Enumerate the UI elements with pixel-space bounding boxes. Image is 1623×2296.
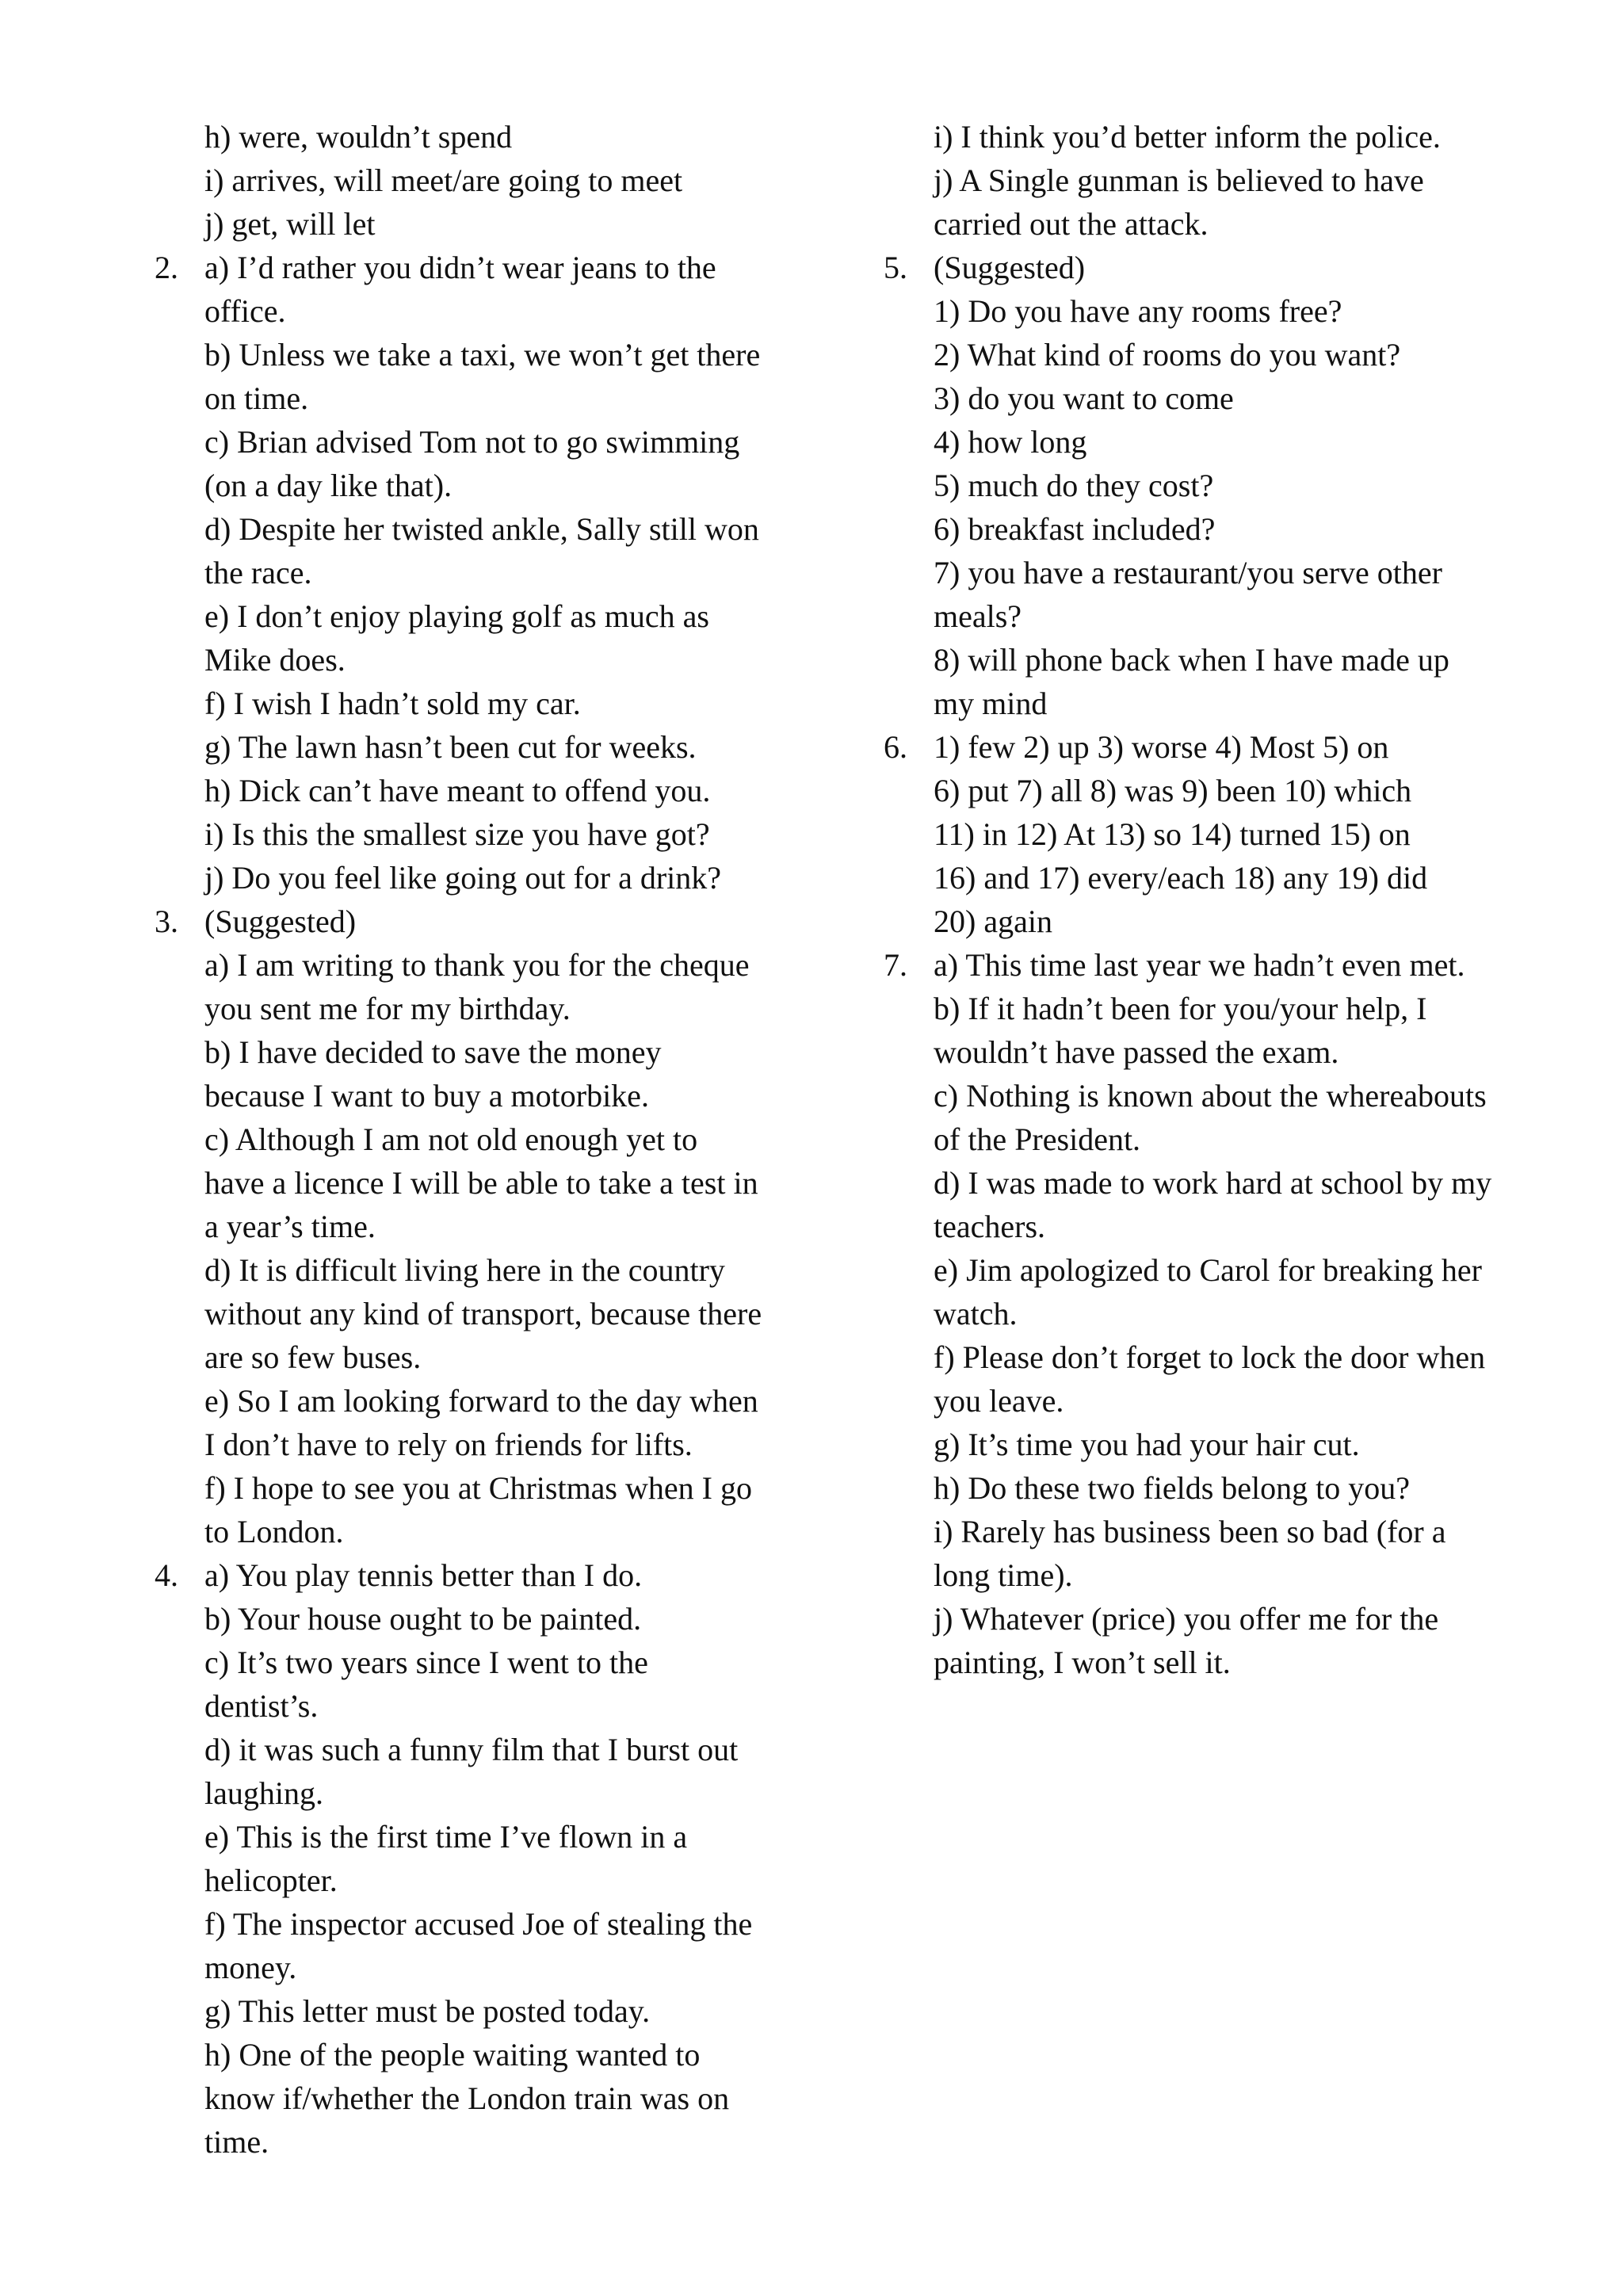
text-line bbox=[884, 1030, 1533, 1074]
text-line bbox=[155, 1379, 789, 1423]
answer-text: g) This letter must be posted today. bbox=[204, 1993, 651, 2029]
text-line bbox=[884, 1379, 1533, 1423]
text-line bbox=[155, 1815, 789, 1859]
text-line bbox=[155, 464, 789, 507]
text-line bbox=[155, 1771, 789, 1815]
answer-text: a) This time last year we hadn’t even met. bbox=[934, 947, 1465, 983]
text-line bbox=[155, 1728, 789, 1771]
answer-text: c) Nothing is known about the whereabouts bbox=[934, 1078, 1487, 1114]
text-line bbox=[155, 682, 789, 725]
answer-text: f) The inspector accused Joe of stealing the bbox=[204, 1906, 753, 1942]
text-line bbox=[884, 1248, 1533, 1292]
answer-text: long time). bbox=[934, 1557, 1073, 1593]
text-line bbox=[884, 202, 1533, 246]
text-line bbox=[884, 769, 1533, 812]
answer-text: Mike does. bbox=[204, 642, 346, 678]
text-line bbox=[155, 1117, 789, 1161]
text-line bbox=[155, 507, 789, 551]
right-column bbox=[884, 115, 1533, 1684]
text-line bbox=[884, 376, 1533, 420]
answer-text: 7) you have a restaurant/you serve other bbox=[934, 555, 1442, 590]
text-line bbox=[155, 1684, 789, 1728]
answer-text: d) It is difficult living here in the country bbox=[204, 1252, 725, 1288]
answer-text: of the President. bbox=[934, 1121, 1141, 1157]
text-line bbox=[884, 856, 1533, 900]
answer-text: h) Dick can’t have meant to offend you. bbox=[204, 773, 711, 808]
answer-text: painting, I won’t sell it. bbox=[934, 1645, 1231, 1680]
text-line bbox=[155, 1030, 789, 1074]
answer-text: 5) much do they cost? bbox=[934, 468, 1214, 503]
text-line bbox=[155, 987, 789, 1030]
answer-text: h) One of the people waiting wanted to bbox=[204, 2037, 701, 2073]
text-line bbox=[884, 987, 1533, 1030]
text-line bbox=[155, 289, 789, 333]
answer-text: b) If it hadn’t been for you/your help, I bbox=[934, 991, 1427, 1026]
item-number: 3. bbox=[155, 904, 178, 939]
answer-text: the race. bbox=[204, 555, 312, 590]
text-line bbox=[155, 1510, 789, 1553]
answer-text: without any kind of transport, because there bbox=[204, 1296, 762, 1331]
text-line bbox=[884, 1292, 1533, 1335]
answer-text: carried out the attack. bbox=[934, 206, 1209, 242]
answer-text: helicopter. bbox=[204, 1862, 338, 1898]
answer-text: you sent me for my birthday. bbox=[204, 991, 571, 1026]
text-line bbox=[155, 159, 789, 202]
text-line bbox=[155, 1423, 789, 1466]
text-line bbox=[155, 1989, 789, 2033]
answer-text: 6) breakfast included? bbox=[934, 511, 1216, 547]
text-line bbox=[155, 1205, 789, 1248]
answer-text: because I want to buy a motorbike. bbox=[204, 1078, 649, 1114]
answer-text: 1) few 2) up 3) worse 4) Most 5) on bbox=[934, 729, 1389, 765]
answer-text: dentist’s. bbox=[204, 1688, 319, 1724]
text-line bbox=[155, 638, 789, 682]
text-line bbox=[884, 464, 1533, 507]
text-line bbox=[155, 551, 789, 594]
answer-text: b) I have decided to save the money bbox=[204, 1034, 662, 1070]
answer-text: a year’s time. bbox=[204, 1209, 376, 1244]
text-line bbox=[155, 1161, 789, 1205]
text-line bbox=[884, 1074, 1533, 1117]
answer-text: a) I am writing to thank you for the cheque bbox=[204, 947, 750, 983]
text-line bbox=[155, 943, 789, 987]
text-line bbox=[884, 551, 1533, 594]
text-line bbox=[155, 1553, 789, 1597]
item-number: 6. bbox=[884, 729, 907, 765]
left-column bbox=[155, 115, 789, 2164]
text-line bbox=[155, 246, 789, 289]
text-line bbox=[884, 1553, 1533, 1597]
answer-text: j) get, will let bbox=[204, 206, 376, 242]
answer-text: on time. bbox=[204, 380, 309, 416]
answer-text: j) A Single gunman is believed to have bbox=[934, 162, 1424, 198]
text-line bbox=[155, 594, 789, 638]
answer-text: d) Despite her twisted ankle, Sally still won bbox=[204, 511, 759, 547]
text-line bbox=[884, 725, 1533, 769]
answer-text: 8) will phone back when I have made up bbox=[934, 642, 1449, 678]
text-line bbox=[884, 246, 1533, 289]
text-line bbox=[155, 769, 789, 812]
text-line bbox=[884, 1117, 1533, 1161]
answer-text: f) I hope to see you at Christmas when I go bbox=[204, 1470, 752, 1506]
text-line bbox=[884, 159, 1533, 202]
text-line bbox=[884, 1510, 1533, 1553]
text-line bbox=[884, 420, 1533, 464]
text-line bbox=[884, 115, 1533, 159]
answer-text: 3) do you want to come bbox=[934, 380, 1234, 416]
text-line bbox=[884, 812, 1533, 856]
text-line bbox=[155, 2076, 789, 2120]
answer-text: (on a day like that). bbox=[204, 468, 453, 503]
answer-text: j) Whatever (price) you offer me for the bbox=[934, 1601, 1439, 1637]
answer-text: wouldn’t have passed the exam. bbox=[934, 1034, 1339, 1070]
answer-text: money. bbox=[204, 1950, 297, 1985]
answer-text: 6) put 7) all 8) was 9) been 10) which bbox=[934, 773, 1412, 808]
answer-text: 1) Do you have any rooms free? bbox=[934, 293, 1342, 329]
text-line bbox=[884, 682, 1533, 725]
text-line bbox=[155, 1248, 789, 1292]
text-line bbox=[884, 289, 1533, 333]
text-line bbox=[884, 1466, 1533, 1510]
answer-text: e) Jim apologized to Carol for breaking her bbox=[934, 1252, 1482, 1288]
answer-text: meals? bbox=[934, 598, 1022, 634]
text-line bbox=[155, 1292, 789, 1335]
answer-text: watch. bbox=[934, 1296, 1018, 1331]
item-number: 4. bbox=[155, 1557, 178, 1593]
answer-text: b) Unless we take a taxi, we won’t get there bbox=[204, 337, 761, 372]
answer-text: e) So I am looking forward to the day when bbox=[204, 1383, 758, 1419]
text-line bbox=[884, 943, 1533, 987]
text-line bbox=[884, 638, 1533, 682]
answer-text: 11) in 12) At 13) so 14) turned 15) on bbox=[934, 816, 1411, 852]
answer-text: a) You play tennis better than I do. bbox=[204, 1557, 643, 1593]
answer-text: i) arrives, will meet/are going to meet bbox=[204, 162, 683, 198]
text-line bbox=[155, 1902, 789, 1946]
answer-text: g) The lawn hasn’t been cut for weeks. bbox=[204, 729, 697, 765]
text-line bbox=[884, 1423, 1533, 1466]
answer-text: 16) and 17) every/each 18) any 19) did bbox=[934, 860, 1428, 896]
answer-text: h) were, wouldn’t spend bbox=[204, 119, 513, 155]
text-line bbox=[155, 1597, 789, 1641]
answer-text: a) I’d rather you didn’t wear jeans to the bbox=[204, 250, 716, 285]
answer-text: b) Your house ought to be painted. bbox=[204, 1601, 642, 1637]
answer-text: e) This is the first time I’ve flown in a bbox=[204, 1819, 688, 1855]
text-line bbox=[884, 333, 1533, 376]
answer-text: g) It’s time you had your hair cut. bbox=[934, 1427, 1360, 1462]
answer-text: c) It’s two years since I went to the bbox=[204, 1645, 648, 1680]
text-line bbox=[884, 1205, 1533, 1248]
answer-text: c) Brian advised Tom not to go swimming bbox=[204, 424, 740, 460]
text-line bbox=[884, 900, 1533, 943]
text-line bbox=[884, 1597, 1533, 1641]
text-line bbox=[155, 812, 789, 856]
answer-text: (Suggested) bbox=[934, 250, 1086, 285]
answer-text: j) Do you feel like going out for a drink? bbox=[204, 860, 722, 896]
answer-text: teachers. bbox=[934, 1209, 1046, 1244]
answer-text: are so few buses. bbox=[204, 1339, 422, 1375]
item-number: 7. bbox=[884, 947, 907, 983]
text-line bbox=[155, 856, 789, 900]
answer-text: time. bbox=[204, 2124, 269, 2160]
answer-text: have a licence I will be able to take a test in bbox=[204, 1165, 758, 1201]
text-line bbox=[155, 1335, 789, 1379]
text-line bbox=[155, 1859, 789, 1902]
answer-text: office. bbox=[204, 293, 286, 329]
answer-text: laughing. bbox=[204, 1775, 323, 1811]
answer-text: c) Although I am not old enough yet to bbox=[204, 1121, 698, 1157]
answer-text: e) I don’t enjoy playing golf as much as bbox=[204, 598, 709, 634]
answer-text: d) I was made to work hard at school by my bbox=[934, 1165, 1492, 1201]
text-line bbox=[155, 2033, 789, 2076]
text-line bbox=[155, 900, 789, 943]
text-line bbox=[155, 1466, 789, 1510]
answer-text: (Suggested) bbox=[204, 904, 357, 939]
answer-text: i) Rarely has business been so bad (for a bbox=[934, 1514, 1446, 1549]
answer-text: 20) again bbox=[934, 904, 1052, 939]
answer-text: you leave. bbox=[934, 1383, 1064, 1419]
text-line bbox=[155, 420, 789, 464]
answer-text: h) Do these two fields belong to you? bbox=[934, 1470, 1410, 1506]
text-line bbox=[884, 1641, 1533, 1684]
text-line bbox=[155, 376, 789, 420]
answer-text: i) Is this the smallest size you have got? bbox=[204, 816, 710, 852]
text-line bbox=[155, 333, 789, 376]
answer-text: 2) What kind of rooms do you want? bbox=[934, 337, 1401, 372]
answer-text: d) it was such a funny film that I burst out bbox=[204, 1732, 739, 1767]
item-number: 5. bbox=[884, 250, 907, 285]
text-line bbox=[884, 507, 1533, 551]
text-line bbox=[155, 1074, 789, 1117]
answer-text: my mind bbox=[934, 686, 1048, 721]
text-line bbox=[884, 1335, 1533, 1379]
text-line bbox=[155, 202, 789, 246]
text-line bbox=[155, 115, 789, 159]
text-line bbox=[884, 594, 1533, 638]
answer-text: f) I wish I hadn’t sold my car. bbox=[204, 686, 581, 721]
answer-text: i) I think you’d better inform the police. bbox=[934, 119, 1441, 155]
text-line bbox=[155, 1641, 789, 1684]
answer-text: I don’t have to rely on friends for lifts. bbox=[204, 1427, 693, 1462]
answer-text: 4) how long bbox=[934, 424, 1087, 460]
text-line bbox=[155, 2120, 789, 2164]
item-number: 2. bbox=[155, 250, 178, 285]
text-line bbox=[884, 1161, 1533, 1205]
answer-text: f) Please don’t forget to lock the door when bbox=[934, 1339, 1486, 1375]
answer-text: to London. bbox=[204, 1514, 344, 1549]
text-line bbox=[155, 1946, 789, 1989]
answer-text: know if/whether the London train was on bbox=[204, 2080, 730, 2116]
text-line bbox=[155, 725, 789, 769]
